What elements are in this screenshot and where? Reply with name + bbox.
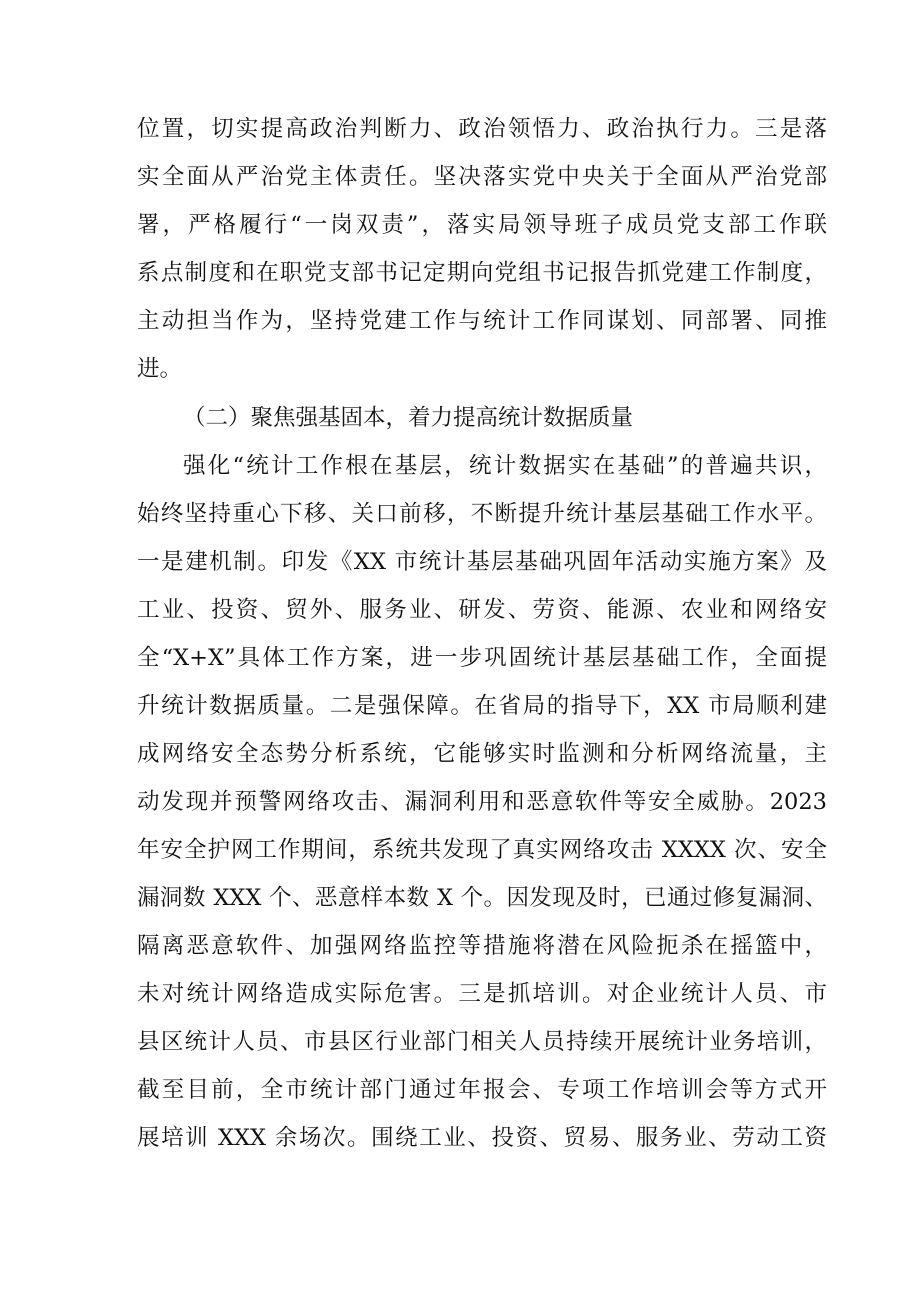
- body-text-line: 位置，切实提高政治判断力、政治领悟力、政治执行力。三是落: [137, 116, 827, 142]
- body-text-line: 署，严格履行“一岗双责”，落实局领导班子成员党支部工作联: [137, 212, 827, 238]
- body-text-line: 升统计数据质量。二是强保障。在省局的指导下，XX 市局顺利建: [137, 693, 827, 719]
- body-text-line: 进。: [137, 356, 183, 382]
- body-text-line: 主动担当作为，坚持党建工作与统计工作同谋划、同部署、同推: [137, 308, 827, 334]
- body-text-line: 未对统计网络造成实际危害。三是抓培训。对企业统计人员、市: [137, 981, 827, 1007]
- body-text-line: 工业、投资、贸外、服务业、研发、劳资、能源、农业和网络安: [137, 597, 827, 623]
- body-text-line: 实全面从严治党主体责任。坚决落实党中央关于全面从严治党部: [137, 164, 827, 190]
- body-text-line: 一是建机制。印发《XX 市统计基层基础巩固年活动实施方案》及: [137, 549, 827, 575]
- body-text-line: 成网络安全态势分析系统，它能够实时监测和分析网络流量，主: [137, 741, 827, 767]
- body-text-line: 隔离恶意软件、加强网络监控等措施将潜在风险扼杀在摇篮中，: [137, 933, 827, 959]
- body-text-line: 截至目前，全市统计部门通过年报会、专项工作培训会等方式开: [137, 1077, 827, 1103]
- body-text-line: 始终坚持重心下移、关口前移，不断提升统计基层基础工作水平。: [137, 501, 827, 527]
- body-text-line: 系点制度和在职党支部书记定期向党组书记报告抓党建工作制度，: [137, 260, 827, 286]
- body-text-line: 展培训 XXX 余场次。围绕工业、投资、贸易、服务业、劳动工资: [137, 1125, 827, 1151]
- body-text-line: 强化“统计工作根在基层，统计数据实在基础”的普遍共识，: [183, 453, 827, 479]
- section-heading: （二）聚焦强基固本，着力提高统计数据质量: [183, 405, 634, 431]
- body-text-line: 漏洞数 XXX 个、恶意样本数 X 个。因发现及时，已通过修复漏洞、: [137, 885, 827, 911]
- body-text-line: 全“X+X”具体工作方案，进一步巩固统计基层基础工作，全面提: [137, 645, 827, 671]
- body-text-line: 动发现并预警网络攻击、漏洞利用和恶意软件等安全威胁。2023: [137, 789, 827, 815]
- body-text-line: 县区统计人员、市县区行业部门相关人员持续开展统计业务培训，: [137, 1029, 827, 1055]
- body-text-line: 年安全护网工作期间，系统共发现了真实网络攻击 XXXX 次、安全: [137, 837, 827, 863]
